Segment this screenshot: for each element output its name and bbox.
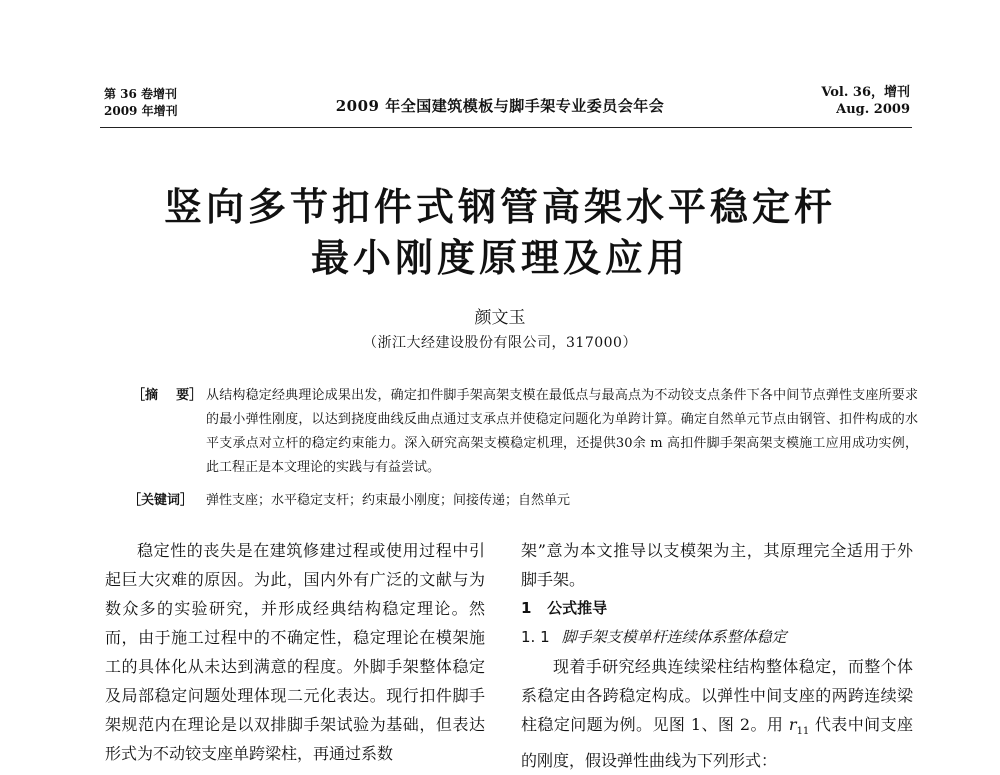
date-line-en: Aug. 2009 (836, 102, 910, 117)
year-line: 2009 年增刊 (104, 104, 178, 118)
header-rule (100, 127, 912, 128)
keywords-text: 弹性支座；水平稳定支杆；约束最小刚度；间接传递；自然单元 (206, 493, 571, 508)
author-name: 颜文玉 (474, 308, 526, 328)
section-heading (521, 594, 913, 623)
section-number: 1 (521, 599, 532, 617)
paragraph-text-a: 现着手研究经典连续梁柱结构整体稳定，而整个体系稳定由各跨稳定构成。以弹性中间支座的两跨连续梁柱稳定问题为例。见图 1、图 2。用 (521, 657, 913, 734)
stiffness-subscript: 11 (796, 726, 810, 738)
subsection-number: 1. 1 (521, 628, 550, 646)
subsection-heading (521, 623, 913, 652)
keywords-label: ［关键词］ (128, 493, 194, 508)
section-title: 公式推导 (547, 599, 608, 617)
abstract-label: ［摘 要］ (132, 388, 203, 403)
body-left-column (105, 536, 485, 768)
paper-title-line2: 最小刚度原理及应用 (310, 236, 689, 280)
stiffness-symbol: r (788, 715, 797, 734)
paper-title-line1: 竖向多节扣件式钢管高架水平稳定杆 (163, 185, 836, 229)
conference-title: 2009 年全国建筑模板与脚手架专业委员会年会 (335, 97, 665, 115)
author-affiliation: （浙江大经建设股份有限公司，317000） (363, 335, 637, 351)
body-right-column (521, 536, 913, 775)
body-paragraph (521, 652, 913, 775)
intro-paragraph: 稳定性的丧失是在建筑修建过程或使用过程中引起巨大灾难的原因。为此，国内外有广泛的文献与为数众多的实验研究，并形成经典结构稳定理论。然而，由于施工过程中的不确定性，稳定理论在模架施工的具体化从未达到满意的程度。外脚手架整体稳定及局部稳定问题处理体现二元化表达。现行扣件脚手架规范内在理论是以双排脚手架试验为基础，但表达形式为不动铰支座单跨梁柱，再通过系数 (105, 541, 485, 763)
journal-volume-info-en (821, 84, 910, 118)
volume-line: 第 36 卷增刊 (104, 87, 178, 101)
continued-paragraph: 架”意为本文推导以支模架为主，其原理完全适用于外脚手架。 (521, 541, 913, 589)
paragraph-text-b: 代表中间支座的刚度，假设弹性曲线为下列形式： (521, 715, 913, 771)
abstract-text: 从结构稳定经典理论成果出发，确定扣件脚手架高架支模在最低点与最高点为不动铰支点条件下各中间节点弹性支座所要求的最小弹性刚度，以达到挠度曲线反曲点通过支承点并使稳定问题化为单跨计算。确定自然单元节点由钢管、扣件构成的水平支承点对立杆的稳定约束能力。深入研究高架支模稳定机理，还提供30余 m 高扣件脚手架高架支模施工应用成功实例，此工程正是本文理论的实践与有益尝试。 (206, 388, 918, 475)
subsection-title: 脚手架支模单杆连续体系整体稳定 (561, 628, 787, 646)
volume-line-en: Vol. 36，增刊 (821, 85, 910, 100)
